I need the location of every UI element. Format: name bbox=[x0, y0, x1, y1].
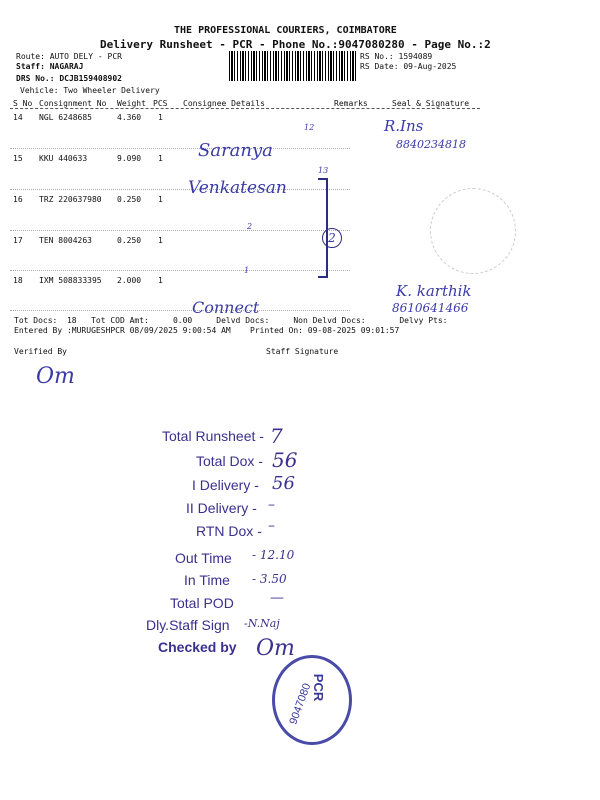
rs-number: RS No.: 1594089 bbox=[360, 52, 433, 61]
summary-checked-by-value: Om bbox=[256, 636, 295, 661]
row-consignment: TRZ 220637980 bbox=[39, 195, 102, 204]
drs-label: DRS No.: DCJB159408902 bbox=[16, 74, 122, 83]
stamp-digits: 9047080 bbox=[287, 681, 314, 727]
summary-ii-delivery-value: – bbox=[268, 497, 275, 513]
summary-checked-by-label: Checked by bbox=[158, 639, 237, 655]
row-consignment: IXM 508833395 bbox=[39, 276, 102, 285]
handwritten-karthick: K. karthik bbox=[396, 282, 472, 300]
handwritten-mark: 2 bbox=[247, 222, 253, 231]
row-consignment: NGL 6248685 bbox=[39, 113, 92, 122]
col-pcs: PCS bbox=[153, 99, 168, 108]
handwritten-connect: Connect bbox=[192, 298, 260, 317]
vehicle-label: Vehicle: Two Wheeler Delivery bbox=[20, 86, 160, 95]
entered-line: Entered By :MURUGESHPCR 08/09/2025 9:00:54 AM Printed On: 09-08-2025 09:01:57 bbox=[14, 326, 400, 335]
col-sno: S No bbox=[13, 99, 33, 108]
summary-total-dox-label: Total Dox - bbox=[196, 453, 263, 469]
company-title: THE PROFESSIONAL COURIERS, COIMBATORE bbox=[174, 25, 397, 36]
totals-line: Tot Docs: 18 Tot COD Amt: 0.00 Delvd Docs: Non Delvd Docs: Delvy Pts: bbox=[14, 316, 448, 325]
handwritten-number: 12 bbox=[304, 123, 315, 132]
summary-in-time-label: In Time bbox=[184, 572, 230, 588]
row-weight: 4.360 bbox=[117, 113, 142, 122]
row-pcs: 1 bbox=[158, 154, 163, 163]
faint-seal bbox=[430, 188, 516, 274]
route-label: Route: AUTO DELY - PCR bbox=[16, 52, 122, 61]
rs-date: RS Date: 09-Aug-2025 bbox=[360, 62, 457, 71]
row-weight: 2.000 bbox=[117, 276, 142, 285]
summary-in-time-value: - 3.50 bbox=[252, 572, 287, 586]
row-divider bbox=[10, 148, 350, 149]
summary-out-time-label: Out Time bbox=[175, 550, 232, 566]
row-weight: 0.250 bbox=[117, 195, 142, 204]
row-sno: 16 bbox=[13, 195, 23, 204]
col-seal: Seal & Signature bbox=[392, 99, 470, 108]
row-sno: 17 bbox=[13, 236, 23, 245]
row-divider bbox=[10, 310, 350, 311]
row-sno: 15 bbox=[13, 154, 23, 163]
runsheet-subtitle: Delivery Runsheet - PCR - Phone No.:9047080280 - Page No.:2 bbox=[100, 38, 491, 51]
handwritten-signature: R.Ins bbox=[384, 117, 424, 135]
handwritten-circled-number: 2 bbox=[322, 228, 342, 248]
barcode bbox=[229, 51, 357, 81]
summary-rtn-dox-value: – bbox=[268, 518, 275, 534]
col-consignment: Consignment No bbox=[39, 99, 107, 108]
handwritten-phone: 8840234818 bbox=[396, 138, 466, 151]
handwritten-mark: 1 bbox=[244, 266, 250, 275]
handwritten-bracket bbox=[318, 178, 328, 278]
row-weight: 9.090 bbox=[117, 154, 142, 163]
company-stamp bbox=[272, 655, 352, 745]
stamp-text: PCR bbox=[311, 673, 327, 702]
summary-dly-staff-sign-value: -N.Naj bbox=[244, 617, 280, 630]
row-sno: 14 bbox=[13, 113, 23, 122]
col-remarks: Remarks bbox=[334, 99, 368, 108]
handwritten-venkatesan: Venkatesan bbox=[188, 178, 287, 198]
summary-ii-delivery-label: II Delivery - bbox=[186, 500, 257, 516]
row-consignment: KKU 440633 bbox=[39, 154, 88, 163]
handwritten-number: 13 bbox=[318, 166, 329, 175]
summary-i-delivery-label: I Delivery - bbox=[192, 477, 259, 493]
row-pcs: 1 bbox=[158, 113, 163, 122]
row-divider bbox=[10, 230, 350, 231]
row-divider bbox=[10, 189, 350, 190]
handwritten-phone: 8610641466 bbox=[392, 301, 469, 315]
summary-total-pod-label: Total POD bbox=[170, 595, 234, 611]
row-pcs: 1 bbox=[158, 236, 163, 245]
summary-total-pod-value: — bbox=[270, 590, 284, 606]
row-pcs: 1 bbox=[158, 276, 163, 285]
col-weight: Weight bbox=[117, 99, 146, 108]
summary-dly-staff-sign-label: Dly.Staff Sign bbox=[146, 617, 230, 633]
table-rule bbox=[10, 108, 480, 109]
staff-signature-label: Staff Signature bbox=[266, 347, 339, 356]
summary-i-delivery-value: 56 bbox=[272, 473, 295, 494]
row-sno: 18 bbox=[13, 276, 23, 285]
handwritten-saranya: Saranya bbox=[198, 140, 273, 161]
summary-out-time-value: - 12.10 bbox=[252, 548, 295, 562]
verified-signature: Om bbox=[36, 364, 75, 389]
summary-total-runsheet-value: 7 bbox=[270, 424, 283, 448]
row-consignment: TEN 8004263 bbox=[39, 236, 92, 245]
verified-by-label: Verified By bbox=[14, 347, 67, 356]
row-weight: 0.250 bbox=[117, 236, 142, 245]
col-consignee: Consignee Details bbox=[183, 99, 265, 108]
row-pcs: 1 bbox=[158, 195, 163, 204]
staff-label: Staff: NAGARAJ bbox=[16, 62, 84, 71]
row-divider bbox=[10, 270, 350, 271]
summary-total-dox-value: 56 bbox=[272, 448, 298, 472]
summary-rtn-dox-label: RTN Dox - bbox=[196, 523, 262, 539]
summary-total-runsheet-label: Total Runsheet - bbox=[162, 428, 264, 444]
